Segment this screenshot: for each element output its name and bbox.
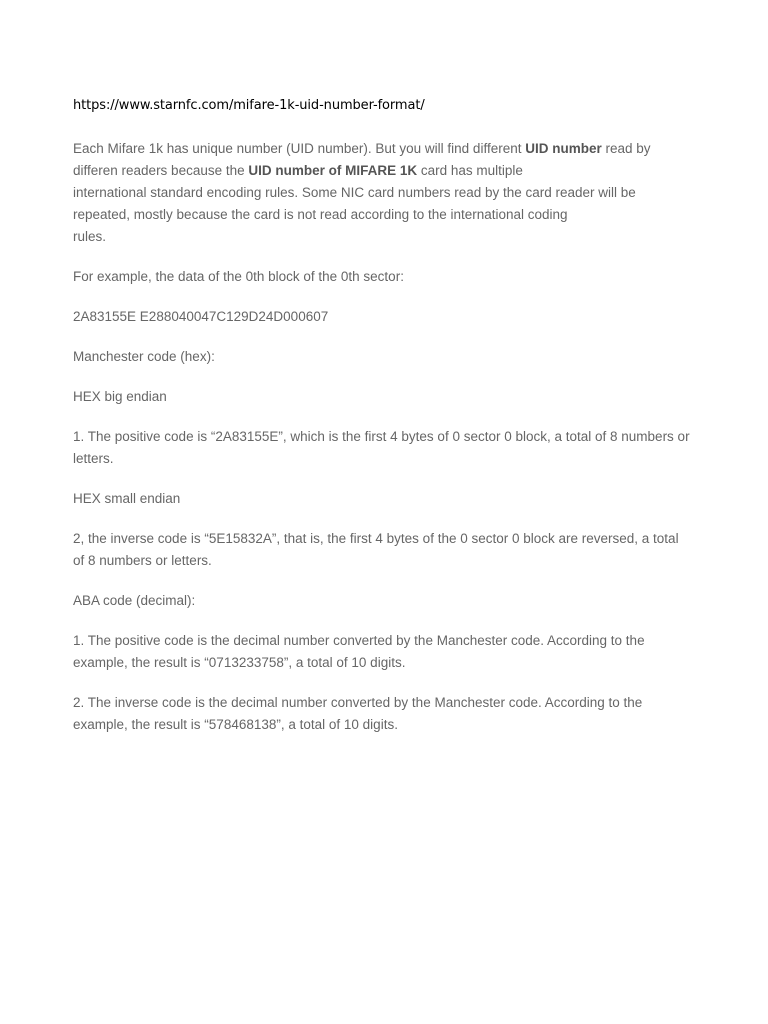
inverse-code-dec-paragraph xyxy=(73,692,698,736)
paragraph-line: 2. The inverse code is the decimal number converted by the Manchester code. According to the xyxy=(73,695,643,710)
intro-text: international standard encoding rules. Some NIC card numbers read by the card reader will be xyxy=(73,185,636,200)
intro-text: repeated, mostly because the card is not read according to the international coding xyxy=(73,207,568,222)
intro-text: rules. xyxy=(73,229,107,244)
intro-bold-uid: UID number xyxy=(525,141,602,156)
paragraph-line: 2, the inverse code is “5E15832A”, that is, the first 4 bytes of the 0 sector 0 block are reversed, a total xyxy=(73,531,679,546)
intro-bold-mifare: UID number of MIFARE 1K xyxy=(248,163,418,178)
inverse-code-hex-paragraph xyxy=(73,528,698,572)
positive-code-dec-paragraph xyxy=(73,630,698,674)
positive-code-hex-paragraph xyxy=(73,426,698,470)
intro-paragraph xyxy=(73,138,698,248)
manchester-heading: Manchester code (hex): xyxy=(73,349,215,364)
paragraph-line: letters. xyxy=(73,451,114,466)
paragraph-line: 1. The positive code is the decimal number converted by the Manchester code. According to the xyxy=(73,633,645,648)
paragraph-line: example, the result is “578468138”, a total of 10 digits. xyxy=(73,717,398,732)
hex-small-endian-heading: HEX small endian xyxy=(73,491,181,506)
intro-text: differen readers because the xyxy=(73,163,249,178)
source-url[interactable]: https://www.starnfc.com/mifare-1k-uid-number-format/ xyxy=(73,98,425,113)
hex-big-endian-heading: HEX big endian xyxy=(73,389,167,404)
document-page xyxy=(73,96,698,754)
block-data: 2A83155E E288040047C129D24D000607 xyxy=(73,309,329,324)
intro-text: Each Mifare 1k has unique number (UID number). But you will find different xyxy=(73,141,526,156)
intro-text: card has multiple xyxy=(417,163,523,178)
paragraph-line: example, the result is “0713233758”, a total of 10 digits. xyxy=(73,655,406,670)
paragraph-line: 1. The positive code is “2A83155E”, which is the first 4 bytes of 0 sector 0 block, a total of 8 numbers or xyxy=(73,429,690,444)
aba-heading: ABA code (decimal): xyxy=(73,593,196,608)
paragraph-line: of 8 numbers or letters. xyxy=(73,553,212,568)
intro-text: read by xyxy=(601,141,651,156)
example-intro: For example, the data of the 0th block of the 0th sector: xyxy=(73,269,404,284)
